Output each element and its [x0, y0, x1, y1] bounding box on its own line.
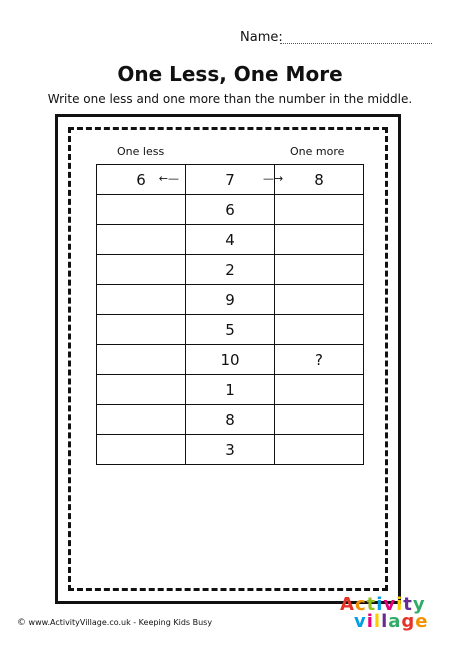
middle-number-cell: 3 [186, 435, 275, 465]
logo-letter: l [373, 611, 382, 632]
example-less-cell [97, 165, 186, 195]
logo-letter: g [401, 611, 416, 632]
table-row [97, 225, 364, 255]
example-middle-value: 7 [225, 170, 235, 189]
middle-number-cell: 10 [186, 345, 275, 375]
footer-text: www.ActivityVillage.co.uk - Keeping Kids Busy [28, 618, 213, 627]
one-more-answer-cell[interactable] [275, 225, 364, 255]
logo-letter: e [415, 611, 429, 632]
left-arrow-icon: ←— [158, 172, 179, 185]
worksheet-table [96, 164, 364, 465]
page-title: One Less, One More [117, 62, 343, 86]
one-less-answer-cell[interactable] [97, 435, 186, 465]
one-more-label: One more [290, 145, 345, 158]
middle-number-cell: 1 [186, 375, 275, 405]
logo-letter: y [412, 594, 426, 615]
one-less-answer-cell[interactable] [97, 315, 186, 345]
table-row [97, 255, 364, 285]
one-more-answer-cell[interactable] [275, 285, 364, 315]
one-less-answer-cell[interactable] [97, 195, 186, 225]
middle-number-cell: 8 [186, 405, 275, 435]
logo-letter: l [381, 611, 389, 632]
instructions-text: Write one less and one more than the number in the middle. [47, 92, 413, 106]
table-row [97, 405, 364, 435]
footer [17, 618, 212, 628]
one-less-label: One less [117, 145, 165, 158]
table-row [97, 285, 364, 315]
middle-number-cell: 2 [186, 255, 275, 285]
one-less-answer-cell[interactable] [97, 255, 186, 285]
table-row [97, 195, 364, 225]
name-dotted-line [280, 43, 432, 44]
logo-letter: a [388, 611, 402, 632]
one-more-answer-cell[interactable] [275, 375, 364, 405]
table-row [97, 435, 364, 465]
activity-village-logo [340, 596, 429, 630]
name-field[interactable] [240, 30, 283, 45]
one-more-answer-cell[interactable] [275, 195, 364, 225]
table-row [97, 375, 364, 405]
one-more-answer-cell[interactable] [275, 405, 364, 435]
middle-number-cell: 6 [186, 195, 275, 225]
logo-letter: i [376, 594, 384, 615]
right-arrow-icon: —→ [263, 172, 284, 185]
example-middle-cell [186, 165, 275, 195]
logo-letter: i [396, 594, 404, 615]
example-more-cell [263, 165, 364, 195]
logo-letter: i [366, 611, 374, 632]
logo-letter: t [403, 594, 413, 615]
one-less-answer-cell[interactable] [97, 345, 186, 375]
one-more-answer-cell[interactable]: ? [275, 345, 364, 375]
table-row [97, 315, 364, 345]
example-more-value: 8 [314, 170, 324, 189]
logo-letter: A [340, 594, 355, 615]
one-more-answer-cell[interactable] [275, 435, 364, 465]
one-less-answer-cell[interactable] [97, 405, 186, 435]
middle-number-cell: 4 [186, 225, 275, 255]
logo-line-2 [340, 613, 429, 630]
one-more-answer-cell[interactable] [275, 315, 364, 345]
example-less-value: 6 [136, 170, 146, 189]
name-label: Name: [240, 30, 283, 45]
logo-letter: c [354, 594, 367, 615]
example-row [97, 165, 364, 195]
table-row [97, 345, 364, 375]
middle-number-cell: 5 [186, 315, 275, 345]
logo-letter: v [383, 594, 397, 615]
one-less-answer-cell[interactable] [97, 225, 186, 255]
middle-number-cell: 9 [186, 285, 275, 315]
one-less-answer-cell[interactable] [97, 285, 186, 315]
copyright-symbol: © [17, 618, 26, 628]
one-less-answer-cell[interactable] [97, 375, 186, 405]
logo-letter: t [366, 594, 377, 615]
logo-letter: v [354, 611, 367, 632]
one-more-answer-cell[interactable] [275, 255, 364, 285]
